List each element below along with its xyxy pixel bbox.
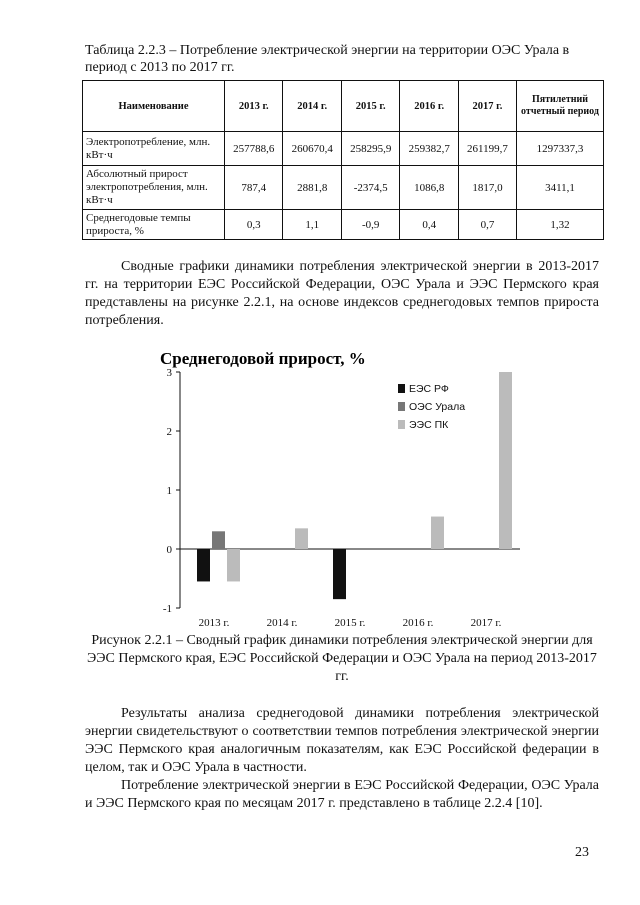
x-tick-label: 2013 г. bbox=[198, 617, 230, 629]
table-cell: 1,32 bbox=[517, 210, 604, 240]
table-cell: 0,7 bbox=[458, 210, 516, 240]
bar bbox=[197, 549, 210, 581]
table-cell: 1086,8 bbox=[400, 166, 458, 210]
header-2016: 2016 г. bbox=[400, 81, 458, 132]
header-name: Наименование bbox=[83, 81, 225, 132]
table-cell: 260670,4 bbox=[283, 132, 341, 166]
paragraph-text: Потребление электрической энергии в ЕЭС Российской Федерации, ОЭС Урала и ЭЭС Пермского края по месяцам 2017 г. представлено в таблице 2.2.4 [10]. bbox=[85, 778, 599, 811]
legend-label: ЭЭС ПК bbox=[409, 419, 449, 431]
y-tick-label: 0 bbox=[166, 544, 172, 556]
bar bbox=[295, 528, 308, 549]
table-cell: 261199,7 bbox=[458, 132, 516, 166]
table-cell: 0,3 bbox=[225, 210, 283, 240]
x-tick-label: 2017 г. bbox=[470, 617, 502, 629]
y-tick-label: 2 bbox=[166, 426, 172, 438]
legend-swatch bbox=[398, 384, 405, 393]
x-tick-label: 2015 г. bbox=[334, 617, 366, 629]
header-2017: 2017 г. bbox=[458, 81, 516, 132]
table-cell: -0,9 bbox=[341, 210, 399, 240]
legend-swatch bbox=[398, 402, 405, 411]
header-2013: 2013 г. bbox=[225, 81, 283, 132]
row-label: Электропотребление, млн. кВт·ч bbox=[83, 132, 225, 166]
y-tick-label: 1 bbox=[166, 485, 172, 497]
y-tick-label: -1 bbox=[162, 603, 172, 615]
table-cell: 257788,6 bbox=[225, 132, 283, 166]
table-cell: 1817,0 bbox=[458, 166, 516, 210]
header-2015: 2015 г. bbox=[341, 81, 399, 132]
table-cell: 2881,8 bbox=[283, 166, 341, 210]
bar bbox=[333, 549, 346, 599]
table-cell: 1297337,3 bbox=[517, 132, 604, 166]
bar bbox=[212, 531, 225, 549]
x-tick-label: 2014 г. bbox=[266, 617, 298, 629]
bar bbox=[227, 549, 240, 581]
table-cell: 258295,9 bbox=[341, 132, 399, 166]
table-row bbox=[83, 132, 604, 166]
bar bbox=[499, 372, 512, 549]
table-cell: 3411,1 bbox=[517, 166, 604, 210]
growth-chart bbox=[150, 342, 530, 632]
paragraph-text: Сводные графики динамики потребления электрической энергии в 2013-2017 гг. на территории ЕЭС Российской Федерации, ОЭС Урала и ЭЭС Пермского края представлены на рисунке 2.2.1, на основе индексов среднегодовых темпов прироста потребления. bbox=[85, 259, 599, 328]
table-cell: 0,4 bbox=[400, 210, 458, 240]
table-row bbox=[83, 166, 604, 210]
paragraph-analysis bbox=[85, 705, 599, 777]
legend-label: ОЭС Урала bbox=[409, 401, 466, 413]
figure-caption: Рисунок 2.2.1 – Сводный график динамики потребления электрической энергии для ЭЭС Пермского края, ЕЭС Российской Федерации и ОЭС Урала на период 2013-2017 гг. bbox=[87, 633, 597, 684]
y-tick-label: 3 bbox=[166, 367, 172, 379]
header-2014: 2014 г. bbox=[283, 81, 341, 132]
paragraph-summary bbox=[85, 258, 599, 330]
bar bbox=[431, 517, 444, 549]
row-label: Среднегодовые темпы прироста, % bbox=[83, 210, 225, 240]
table-cell: 787,4 bbox=[225, 166, 283, 210]
header-five-year: Пятилетний отчетный период bbox=[517, 81, 604, 132]
chart-title: Среднегодовой прирост, % bbox=[160, 349, 366, 368]
paragraph-reference bbox=[85, 777, 599, 813]
table-cell: 259382,7 bbox=[400, 132, 458, 166]
legend-label: ЕЭС РФ bbox=[409, 383, 449, 395]
table-cell: 1,1 bbox=[283, 210, 341, 240]
x-tick-label: 2016 г. bbox=[402, 617, 434, 629]
table-row bbox=[83, 210, 604, 240]
chart-legend bbox=[398, 383, 465, 431]
consumption-table bbox=[82, 80, 604, 240]
page-number: 23 bbox=[575, 845, 589, 860]
table-cell: -2374,5 bbox=[341, 166, 399, 210]
row-label: Абсолютный прирост электропотребления, млн. кВт·ч bbox=[83, 166, 225, 210]
legend-swatch bbox=[398, 420, 405, 429]
table-caption: Таблица 2.2.3 – Потребление электрической энергии на территории ОЭС Урала в период с 2013 по 2017 гг. bbox=[85, 43, 570, 75]
table-header-row bbox=[83, 81, 604, 132]
paragraph-text: Результаты анализа среднегодовой динамики потребления электрической энергии свидетельствуют о соответствии темпов потребления электрической энергии ЭЭС Пермского края аналогичным показателям, как ЕЭС Российской федерации в целом, так и ОЭС Урала в частности. bbox=[85, 706, 599, 775]
